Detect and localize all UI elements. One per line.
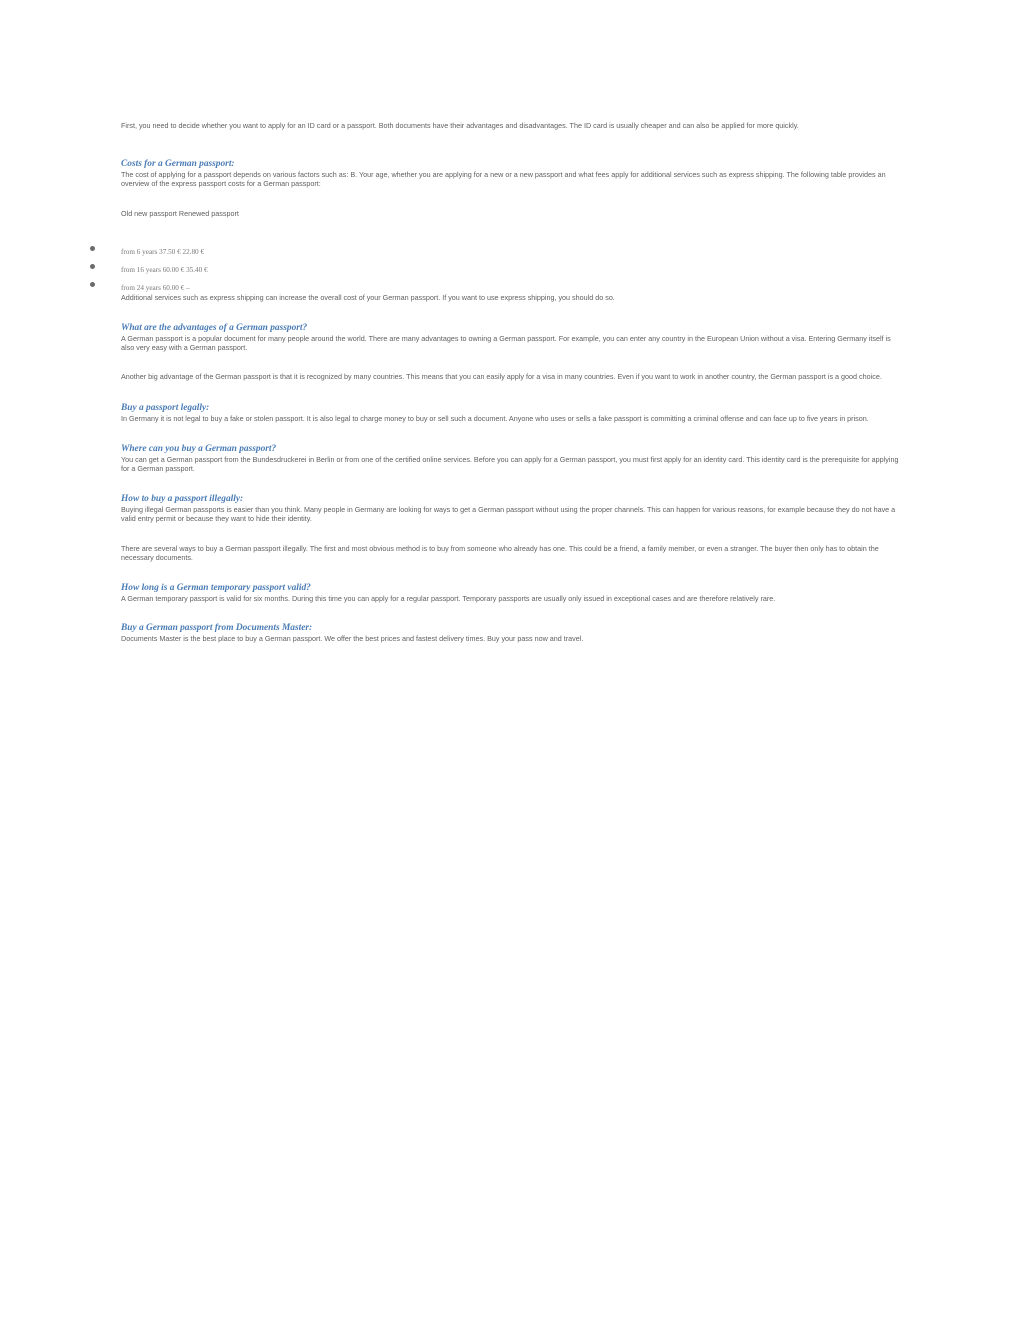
where-heading: Where can you buy a German passport? [121, 443, 277, 454]
costs-heading: Costs for a German passport: [121, 159, 235, 170]
where-paragraph: You can get a German passport from the Bundesdruckerei in Berlin or from one of the certified online services. Before you can apply for a German passport, you must first apply for an identity card. This identity card is the prerequisite for applying for a German passport. [121, 454, 899, 474]
master-paragraph: Documents Master is the best place to buy a German passport. We offer the best prices and fastest delivery times. Buy your pass now and travel. [121, 634, 584, 644]
legally-paragraph: In Germany it is not legal to buy a fake or stolen passport. It is also legal to charge money to buy or sell such a document. Anyone who uses or sells a fake passport is committing a criminal offense and can face up to five years in prison. [121, 413, 869, 423]
cost-list-item [121, 284, 903, 293]
cost-list-item [121, 248, 903, 257]
bullet-icon [90, 264, 95, 269]
advantages-paragraph-1: A German passport is a popular document for many people around the world. There are many advantages to owning a German passport. For example, you can enter any country in the European Union without a visa. Entering Germany itself is also very easy with a German passport. [121, 334, 891, 353]
intro-paragraph: First, you need to decide whether you want to apply for an ID card or a passport. Both documents have their advantages and disadvantages. The ID card is usually cheaper and can also be applied for more quickly. [121, 121, 799, 130]
cost-row-text: from 6 years 37.50 € 22.80 € [121, 247, 205, 256]
temporary-paragraph: A German temporary passport is valid for six months. During this time you can apply for a regular passport. Temporary passports are usually only issued in exceptional cases and are therefore relatively rare. [121, 594, 776, 604]
illegally-paragraph-1: Buying illegal German passports is easier than you think. Many people in Germany are looking for ways to get a German passport without using the proper channels. This can happen for various reasons, for example because they do not have a valid entry permit or because they want to hide their identity. [121, 505, 896, 524]
cost-row-text: from 16 years 60.00 € 35.40 € [121, 265, 208, 274]
cost-row-text: from 24 years 60.00 € – [121, 283, 190, 292]
temporary-heading: How long is a German temporary passport valid? [121, 583, 311, 594]
document-page [121, 121, 903, 643]
illegally-paragraph-2: There are several ways to buy a German passport illegally. The first and most obvious method is to buy from someone who already has one. This could be a friend, a family member, or even a stranger. The buyer then only has to obtain the necessary documents. [121, 543, 879, 562]
bullet-icon [90, 246, 95, 251]
costs-paragraph: The cost of applying for a passport depends on various factors such as: B. Your age, whether you are applying for a new or a new passport and what fees apply for additional services such as express shipping. The following table provides an overview of the express passport costs for a German passport: [121, 170, 886, 189]
advantages-heading: What are the advantages of a German passport? [121, 323, 308, 334]
bullet-icon [90, 282, 95, 287]
costs-note: Additional services such as express shipping can increase the overall cost of your German passport. If you want to use express shipping, you should do so. [121, 292, 615, 302]
illegally-heading: How to buy a passport illegally: [121, 494, 244, 505]
costs-table-header: Old new passport Renewed passport [121, 208, 239, 218]
advantages-paragraph-2: Another big advantage of the German passport is that it is recognized by many countries. This means that you can easily apply for a visa in many countries. Even if you want to work in another country, the German passport is a good choice. [121, 372, 882, 382]
master-heading: Buy a German passport from Documents Master: [121, 623, 313, 634]
cost-list-item [121, 266, 903, 275]
legally-heading: Buy a passport legally: [121, 402, 210, 413]
